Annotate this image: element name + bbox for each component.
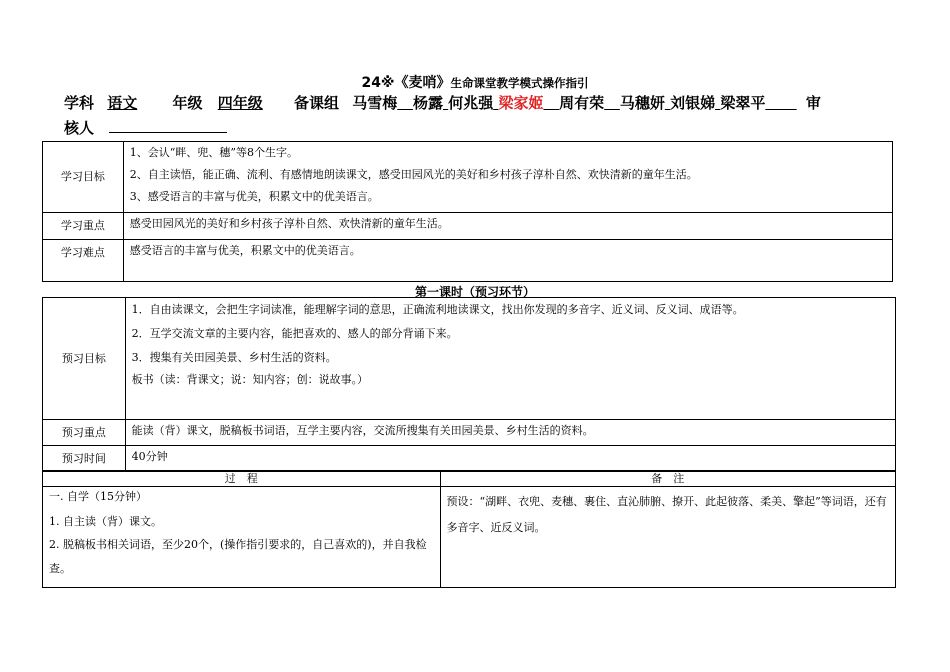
subject-value: 语文 bbox=[107, 94, 138, 112]
title-main: 24※《麦哨》 bbox=[361, 75, 451, 91]
grade-value: 四年级 bbox=[217, 94, 263, 112]
goal-content bbox=[123, 142, 892, 213]
preview-time-text: 40分钟 bbox=[131, 450, 168, 463]
process-header: 过 程 bbox=[43, 471, 441, 487]
preview-time-label: 预习时间 bbox=[43, 446, 126, 472]
focus-label: 学习重点 bbox=[43, 213, 124, 240]
focus-content bbox=[123, 213, 892, 240]
difficulty-label: 学习难点 bbox=[43, 240, 124, 282]
document-title bbox=[0, 72, 950, 92]
process-line: 2. 脱稿板书相关词语，至少20个，(操作指引要求的，自己喜欢的)，并自我检查。 bbox=[49, 538, 427, 575]
process-line: 一. 自学（15分钟） bbox=[49, 490, 147, 503]
lesson-heading: 第一课时（预习环节） bbox=[414, 285, 535, 299]
member-3: 何兆强 bbox=[448, 94, 494, 112]
member-8: 梁翠平 bbox=[720, 94, 766, 112]
preview-goal-line: 3．搜集有关田园美景、乡村生活的资料。 bbox=[131, 351, 337, 364]
preview-goal-label: 预习目标 bbox=[43, 298, 126, 420]
group-members bbox=[352, 92, 796, 113]
grade-label: 年级 bbox=[172, 94, 203, 112]
header-info-line bbox=[64, 92, 821, 113]
reviewer-blank bbox=[109, 118, 227, 133]
difficulty-content bbox=[123, 240, 892, 282]
member-1: 马雪梅 bbox=[352, 94, 398, 112]
reviewer-label: 核人 bbox=[64, 119, 95, 137]
subject-label: 学科 bbox=[64, 94, 95, 112]
member-5: 周有荣 bbox=[559, 94, 605, 112]
goal-line: 3、感受语言的丰富与优美，积累文中的优美语言。 bbox=[129, 190, 379, 203]
process-table bbox=[42, 470, 896, 588]
notes-content: 预设：“湖畔、衣兜、麦穗、裹住、直沁肺腑、撩开、此起彼落、柔美、擎起”等词语，还有多音字、近反义词。 bbox=[440, 487, 895, 588]
goal-label: 学习目标 bbox=[43, 142, 124, 213]
goal-line: 1、会认“畔、兜、穗”等8个生字。 bbox=[129, 146, 298, 159]
difficulty-text: 感受语言的丰富与优美，积累文中的优美语言。 bbox=[129, 244, 361, 257]
preview-focus-text: 能读（背）课文，脱稿板书词语，互学主要内容，交流所搜集有关田园美景、乡村生活的资料。 bbox=[131, 424, 594, 437]
focus-text: 感受田园风光的美好和乡村孩子淳朴自然、欢快清新的童年生活。 bbox=[129, 217, 449, 230]
notes-header: 备 注 bbox=[440, 471, 895, 487]
preview-time-content bbox=[125, 446, 895, 472]
preview-goal-content bbox=[125, 298, 895, 420]
process-content bbox=[43, 487, 441, 588]
preview-goal-line: 1．自由读课文，会把生字词读准，能理解字词的意思，正确流利地读课文，找出你发现的多音字、近义词、反义词、成语等。 bbox=[131, 303, 744, 316]
group-label: 备课组 bbox=[294, 94, 340, 112]
objectives-table bbox=[42, 141, 893, 282]
preview-focus-content bbox=[125, 420, 895, 446]
member-7: 刘银娣 bbox=[670, 94, 716, 112]
reviewer-line bbox=[64, 117, 227, 138]
member-highlight: 梁家姬 bbox=[498, 94, 544, 112]
preview-table bbox=[42, 297, 896, 472]
preview-goal-line: 2．互学交流文章的主要内容，能把喜欢的、感人的部分背诵下来。 bbox=[131, 327, 458, 340]
title-sub: 生命课堂教学模式操作指引 bbox=[450, 76, 589, 90]
process-line: 1. 自主读（背）课文。 bbox=[49, 515, 162, 528]
member-2: 杨露 bbox=[412, 94, 443, 112]
preview-goal-line: 板书（读：背课文；说：知内容；创：说故事。） bbox=[131, 373, 369, 386]
reviewer-prefix: 审 bbox=[805, 94, 821, 112]
member-6: 马穗妍 bbox=[619, 94, 665, 112]
goal-line: 2、自主读悟，能正确、流利、有感情地朗读课文，感受田园风光的美好和乡村孩子淳朴自然、欢快清新的童年生活。 bbox=[129, 168, 698, 181]
preview-focus-label: 预习重点 bbox=[43, 420, 126, 446]
